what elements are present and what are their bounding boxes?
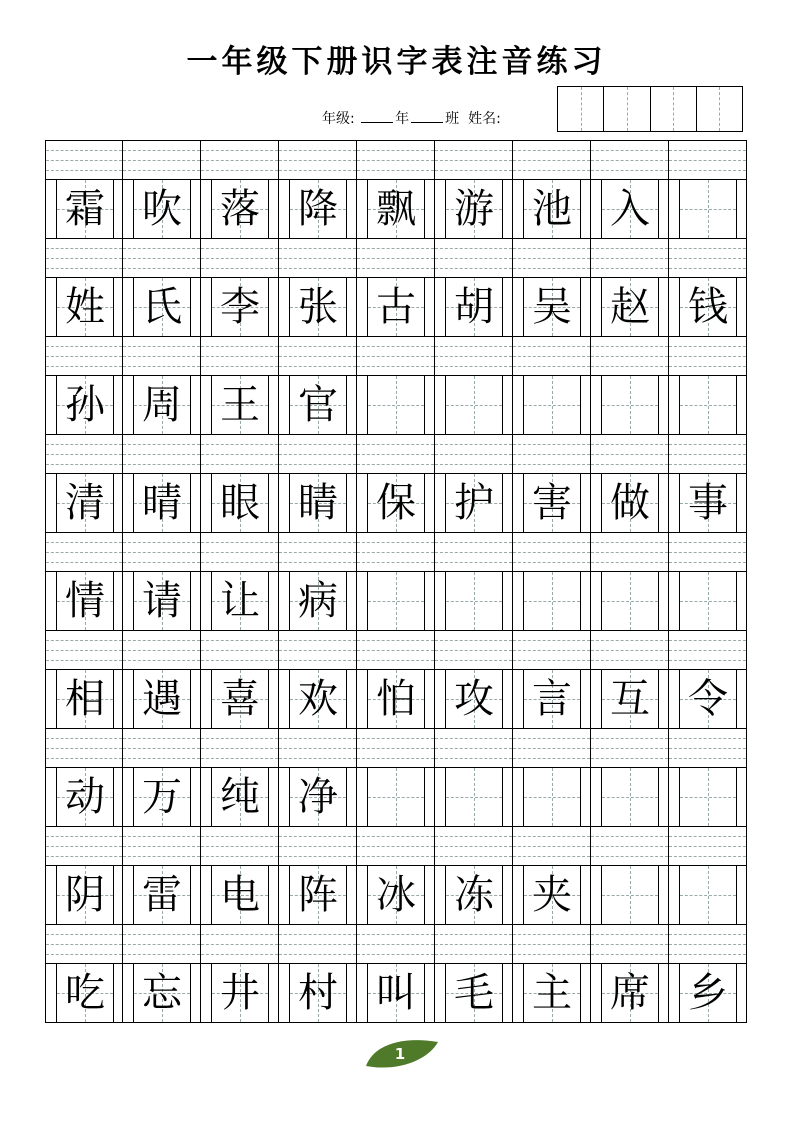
practice-row xyxy=(45,140,747,238)
hanzi-character: 喜 xyxy=(220,676,260,722)
pinyin-cell[interactable] xyxy=(201,631,279,669)
hanzi-cell xyxy=(45,866,123,924)
page-number: 1 xyxy=(394,1045,406,1063)
pinyin-cell[interactable] xyxy=(669,533,747,571)
pinyin-cell[interactable] xyxy=(513,239,591,277)
pinyin-cell[interactable] xyxy=(591,631,669,669)
hanzi-cell xyxy=(123,474,201,532)
hanzi-cell xyxy=(357,866,435,924)
hanzi-cell xyxy=(357,376,435,434)
pinyin-cell[interactable] xyxy=(279,435,357,473)
hanzi-character xyxy=(445,376,503,434)
hanzi-character: 叫 xyxy=(376,970,416,1016)
hanzi-cell xyxy=(669,670,747,728)
hanzi-character: 钱 xyxy=(688,284,728,330)
hanzi-cell xyxy=(201,278,279,336)
hanzi-character: 怕 xyxy=(376,676,416,722)
pinyin-cell[interactable] xyxy=(435,925,513,963)
hanzi-character: 令 xyxy=(688,676,728,722)
hanzi-cell xyxy=(669,572,747,630)
practice-row xyxy=(45,630,747,728)
hanzi-line xyxy=(45,963,747,1022)
hanzi-character: 张 xyxy=(298,284,338,330)
hanzi-character xyxy=(367,768,425,826)
hanzi-cell xyxy=(435,376,513,434)
pinyin-cell[interactable] xyxy=(45,729,123,767)
hanzi-cell xyxy=(513,180,591,238)
hanzi-cell xyxy=(279,278,357,336)
pinyin-cell[interactable] xyxy=(435,239,513,277)
hanzi-character xyxy=(601,866,659,924)
year-label: 年 xyxy=(395,111,410,127)
hanzi-character xyxy=(679,180,737,238)
hanzi-cell xyxy=(279,572,357,630)
hanzi-cell xyxy=(357,670,435,728)
hanzi-cell xyxy=(279,474,357,532)
hanzi-character: 纯 xyxy=(220,774,260,820)
hanzi-cell xyxy=(45,964,123,1022)
hanzi-character: 飘 xyxy=(376,186,416,232)
hanzi-character: 降 xyxy=(298,186,338,232)
hanzi-character: 落 xyxy=(220,186,260,232)
pinyin-line xyxy=(45,336,747,375)
pinyin-cell[interactable] xyxy=(201,141,279,179)
hanzi-character: 情 xyxy=(65,578,105,624)
hanzi-cell xyxy=(201,474,279,532)
practice-row xyxy=(45,728,747,826)
hanzi-cell xyxy=(513,964,591,1022)
pinyin-cell[interactable] xyxy=(123,141,201,179)
pinyin-cell[interactable] xyxy=(513,533,591,571)
hanzi-character xyxy=(523,768,581,826)
hanzi-character xyxy=(601,376,659,434)
hanzi-character: 阴 xyxy=(65,872,105,918)
hanzi-character: 吃 xyxy=(65,970,105,1016)
hanzi-cell xyxy=(513,376,591,434)
pinyin-cell[interactable] xyxy=(279,729,357,767)
pinyin-line xyxy=(45,826,747,865)
hanzi-cell xyxy=(45,278,123,336)
hanzi-character: 游 xyxy=(454,186,494,232)
pinyin-cell[interactable] xyxy=(123,729,201,767)
hanzi-line xyxy=(45,571,747,630)
hanzi-line xyxy=(45,767,747,826)
pinyin-cell[interactable] xyxy=(591,435,669,473)
pinyin-cell[interactable] xyxy=(279,337,357,375)
pinyin-cell[interactable] xyxy=(435,827,513,865)
hanzi-cell xyxy=(45,474,123,532)
hanzi-cell xyxy=(591,670,669,728)
hanzi-cell xyxy=(201,572,279,630)
pinyin-cell[interactable] xyxy=(357,729,435,767)
pinyin-cell[interactable] xyxy=(357,631,435,669)
hanzi-character: 阵 xyxy=(298,872,338,918)
hanzi-cell xyxy=(123,866,201,924)
hanzi-character: 乡 xyxy=(688,970,728,1016)
hanzi-character xyxy=(523,376,581,434)
hanzi-cell xyxy=(435,866,513,924)
name-cell[interactable] xyxy=(558,87,604,131)
hanzi-character: 村 xyxy=(298,970,338,1016)
grid-bottom-border xyxy=(45,1022,747,1023)
hanzi-character: 让 xyxy=(220,578,260,624)
hanzi-cell xyxy=(513,572,591,630)
pinyin-cell[interactable] xyxy=(45,435,123,473)
hanzi-line xyxy=(45,277,747,336)
hanzi-character xyxy=(679,768,737,826)
pinyin-cell[interactable] xyxy=(123,631,201,669)
hanzi-character: 吹 xyxy=(142,186,182,232)
hanzi-character: 万 xyxy=(142,774,182,820)
hanzi-character: 保 xyxy=(376,480,416,526)
pinyin-cell[interactable] xyxy=(513,435,591,473)
pinyin-cell[interactable] xyxy=(45,925,123,963)
pinyin-cell[interactable] xyxy=(591,827,669,865)
hanzi-character: 遇 xyxy=(142,676,182,722)
hanzi-character: 毛 xyxy=(454,970,494,1016)
hanzi-character xyxy=(601,572,659,630)
hanzi-cell xyxy=(513,670,591,728)
hanzi-character: 古 xyxy=(376,284,416,330)
pinyin-line xyxy=(45,140,747,179)
hanzi-character: 晴 xyxy=(142,480,182,526)
pinyin-cell[interactable] xyxy=(201,337,279,375)
hanzi-cell xyxy=(435,180,513,238)
hanzi-character: 孙 xyxy=(65,382,105,428)
pinyin-cell[interactable] xyxy=(591,141,669,179)
pinyin-cell[interactable] xyxy=(45,141,123,179)
hanzi-character: 姓 xyxy=(65,284,105,330)
hanzi-cell xyxy=(357,572,435,630)
hanzi-character: 主 xyxy=(532,970,572,1016)
hanzi-character: 冻 xyxy=(454,872,494,918)
hanzi-cell xyxy=(435,572,513,630)
hanzi-character xyxy=(679,376,737,434)
pinyin-cell[interactable] xyxy=(669,337,747,375)
pinyin-cell[interactable] xyxy=(279,925,357,963)
hanzi-cell xyxy=(669,180,747,238)
hanzi-character: 冰 xyxy=(376,872,416,918)
hanzi-character: 官 xyxy=(298,382,338,428)
pinyin-cell[interactable] xyxy=(357,141,435,179)
hanzi-character: 席 xyxy=(610,970,650,1016)
hanzi-character: 欢 xyxy=(298,676,338,722)
hanzi-cell xyxy=(201,670,279,728)
hanzi-character: 护 xyxy=(454,480,494,526)
hanzi-character xyxy=(523,572,581,630)
pinyin-cell[interactable] xyxy=(201,925,279,963)
hanzi-cell xyxy=(357,964,435,1022)
hanzi-character: 事 xyxy=(688,480,728,526)
hanzi-character: 清 xyxy=(65,480,105,526)
hanzi-cell xyxy=(357,180,435,238)
hanzi-cell xyxy=(279,180,357,238)
hanzi-character: 眼 xyxy=(220,480,260,526)
pinyin-cell[interactable] xyxy=(123,337,201,375)
hanzi-character: 赵 xyxy=(610,284,650,330)
hanzi-cell xyxy=(669,278,747,336)
pinyin-cell[interactable] xyxy=(669,925,747,963)
hanzi-cell xyxy=(45,670,123,728)
hanzi-line xyxy=(45,473,747,532)
hanzi-cell xyxy=(591,572,669,630)
hanzi-character: 夹 xyxy=(532,872,572,918)
pinyin-line xyxy=(45,924,747,963)
hanzi-cell xyxy=(591,376,669,434)
hanzi-line xyxy=(45,865,747,924)
hanzi-character xyxy=(445,768,503,826)
pinyin-cell[interactable] xyxy=(357,337,435,375)
hanzi-cell xyxy=(435,278,513,336)
hanzi-cell xyxy=(591,866,669,924)
hanzi-character: 王 xyxy=(220,382,260,428)
grade-year-blank[interactable] xyxy=(361,110,393,123)
hanzi-cell xyxy=(279,376,357,434)
pinyin-cell[interactable] xyxy=(513,337,591,375)
hanzi-line xyxy=(45,179,747,238)
hanzi-character xyxy=(601,768,659,826)
hanzi-cell xyxy=(591,964,669,1022)
hanzi-character: 睛 xyxy=(298,480,338,526)
hanzi-cell xyxy=(435,768,513,826)
pinyin-cell[interactable] xyxy=(435,337,513,375)
hanzi-cell xyxy=(201,376,279,434)
pinyin-cell[interactable] xyxy=(123,827,201,865)
pinyin-cell[interactable] xyxy=(45,827,123,865)
hanzi-character: 电 xyxy=(220,872,260,918)
hanzi-cell xyxy=(591,768,669,826)
hanzi-character: 李 xyxy=(220,284,260,330)
name-cell[interactable] xyxy=(697,87,742,131)
hanzi-cell xyxy=(201,866,279,924)
hanzi-line xyxy=(45,375,747,434)
hanzi-character xyxy=(679,866,737,924)
name-cell[interactable] xyxy=(604,87,650,131)
pinyin-cell[interactable] xyxy=(591,925,669,963)
hanzi-character: 霜 xyxy=(65,186,105,232)
pinyin-cell[interactable] xyxy=(591,239,669,277)
name-writing-box[interactable] xyxy=(557,86,743,132)
pinyin-cell[interactable] xyxy=(669,239,747,277)
pinyin-cell[interactable] xyxy=(279,631,357,669)
hanzi-character xyxy=(367,376,425,434)
hanzi-cell xyxy=(591,180,669,238)
pinyin-cell[interactable] xyxy=(123,925,201,963)
hanzi-cell xyxy=(357,474,435,532)
practice-row xyxy=(45,532,747,630)
class-label: 班 xyxy=(445,111,460,127)
hanzi-cell xyxy=(123,376,201,434)
hanzi-cell xyxy=(669,964,747,1022)
name-cell[interactable] xyxy=(651,87,697,131)
hanzi-cell xyxy=(669,866,747,924)
pinyin-cell[interactable] xyxy=(357,827,435,865)
pinyin-cell[interactable] xyxy=(45,239,123,277)
class-blank[interactable] xyxy=(411,110,443,123)
hanzi-line xyxy=(45,669,747,728)
hanzi-character: 胡 xyxy=(454,284,494,330)
hanzi-cell xyxy=(279,964,357,1022)
pinyin-cell[interactable] xyxy=(45,337,123,375)
pinyin-cell[interactable] xyxy=(513,729,591,767)
hanzi-cell xyxy=(669,474,747,532)
name-label: 姓名: xyxy=(468,111,501,127)
hanzi-character: 雷 xyxy=(142,872,182,918)
hanzi-cell xyxy=(669,768,747,826)
hanzi-character: 言 xyxy=(532,676,572,722)
pinyin-cell[interactable] xyxy=(357,435,435,473)
hanzi-character: 井 xyxy=(220,970,260,1016)
hanzi-cell xyxy=(669,376,747,434)
hanzi-cell xyxy=(513,278,591,336)
hanzi-cell xyxy=(123,768,201,826)
hanzi-cell xyxy=(357,768,435,826)
hanzi-cell xyxy=(201,964,279,1022)
pinyin-line xyxy=(45,434,747,473)
pinyin-cell[interactable] xyxy=(45,533,123,571)
hanzi-cell xyxy=(435,474,513,532)
pinyin-line xyxy=(45,238,747,277)
hanzi-cell xyxy=(435,964,513,1022)
hanzi-character: 氏 xyxy=(142,284,182,330)
practice-row xyxy=(45,238,747,336)
hanzi-character: 忘 xyxy=(142,970,182,1016)
pinyin-cell[interactable] xyxy=(513,925,591,963)
hanzi-character: 吴 xyxy=(532,284,572,330)
pinyin-cell[interactable] xyxy=(435,141,513,179)
pinyin-cell[interactable] xyxy=(201,435,279,473)
hanzi-character: 互 xyxy=(610,676,650,722)
pinyin-cell[interactable] xyxy=(123,435,201,473)
practice-row xyxy=(45,924,747,1022)
pinyin-cell[interactable] xyxy=(669,827,747,865)
practice-row xyxy=(45,826,747,924)
hanzi-cell xyxy=(591,278,669,336)
hanzi-character xyxy=(445,572,503,630)
pinyin-cell[interactable] xyxy=(123,239,201,277)
pinyin-cell[interactable] xyxy=(435,533,513,571)
hanzi-character: 净 xyxy=(298,774,338,820)
pinyin-line xyxy=(45,728,747,767)
pinyin-cell[interactable] xyxy=(435,729,513,767)
pinyin-cell[interactable] xyxy=(357,533,435,571)
hanzi-cell xyxy=(513,866,591,924)
pinyin-cell[interactable] xyxy=(591,729,669,767)
hanzi-character: 请 xyxy=(142,578,182,624)
pinyin-cell[interactable] xyxy=(45,631,123,669)
hanzi-cell xyxy=(435,670,513,728)
pinyin-cell[interactable] xyxy=(279,141,357,179)
pinyin-cell[interactable] xyxy=(435,435,513,473)
pinyin-cell[interactable] xyxy=(513,141,591,179)
hanzi-cell xyxy=(45,376,123,434)
hanzi-cell xyxy=(591,474,669,532)
pinyin-cell[interactable] xyxy=(591,533,669,571)
hanzi-cell xyxy=(279,670,357,728)
practice-grid xyxy=(45,140,747,1023)
hanzi-cell xyxy=(513,768,591,826)
pinyin-line xyxy=(45,532,747,571)
pinyin-cell[interactable] xyxy=(279,533,357,571)
pinyin-cell[interactable] xyxy=(201,729,279,767)
hanzi-cell xyxy=(513,474,591,532)
hanzi-character: 入 xyxy=(610,186,650,232)
pinyin-cell[interactable] xyxy=(435,631,513,669)
hanzi-character: 相 xyxy=(65,676,105,722)
hanzi-cell xyxy=(45,768,123,826)
hanzi-cell xyxy=(123,278,201,336)
hanzi-character: 周 xyxy=(142,382,182,428)
hanzi-cell xyxy=(45,180,123,238)
pinyin-cell[interactable] xyxy=(279,239,357,277)
hanzi-cell xyxy=(123,964,201,1022)
hanzi-character: 做 xyxy=(610,480,650,526)
hanzi-character xyxy=(367,572,425,630)
pinyin-line xyxy=(45,630,747,669)
hanzi-character: 害 xyxy=(532,480,572,526)
practice-row xyxy=(45,336,747,434)
pinyin-cell[interactable] xyxy=(591,337,669,375)
pinyin-cell[interactable] xyxy=(669,141,747,179)
hanzi-cell xyxy=(123,572,201,630)
hanzi-cell xyxy=(45,572,123,630)
pinyin-cell[interactable] xyxy=(123,533,201,571)
hanzi-cell xyxy=(123,180,201,238)
hanzi-character: 动 xyxy=(65,774,105,820)
hanzi-cell xyxy=(279,866,357,924)
pinyin-cell[interactable] xyxy=(201,533,279,571)
hanzi-cell xyxy=(357,278,435,336)
page-number-leaf xyxy=(364,1038,440,1070)
hanzi-character: 攻 xyxy=(454,676,494,722)
hanzi-character: 病 xyxy=(298,578,338,624)
pinyin-cell[interactable] xyxy=(513,631,591,669)
hanzi-cell xyxy=(279,768,357,826)
hanzi-character: 池 xyxy=(532,186,572,232)
page-title: 一年级下册识字表注音练习 xyxy=(186,44,607,80)
pinyin-cell[interactable] xyxy=(201,239,279,277)
pinyin-cell[interactable] xyxy=(279,827,357,865)
pinyin-cell[interactable] xyxy=(201,827,279,865)
student-info xyxy=(322,108,501,128)
pinyin-cell[interactable] xyxy=(513,827,591,865)
hanzi-cell xyxy=(123,670,201,728)
hanzi-character xyxy=(679,572,737,630)
grade-label: 年级: xyxy=(322,111,355,127)
pinyin-cell[interactable] xyxy=(669,729,747,767)
pinyin-cell[interactable] xyxy=(357,239,435,277)
practice-row xyxy=(45,434,747,532)
pinyin-cell[interactable] xyxy=(357,925,435,963)
pinyin-cell[interactable] xyxy=(669,435,747,473)
hanzi-cell xyxy=(201,180,279,238)
hanzi-cell xyxy=(201,768,279,826)
pinyin-cell[interactable] xyxy=(669,631,747,669)
